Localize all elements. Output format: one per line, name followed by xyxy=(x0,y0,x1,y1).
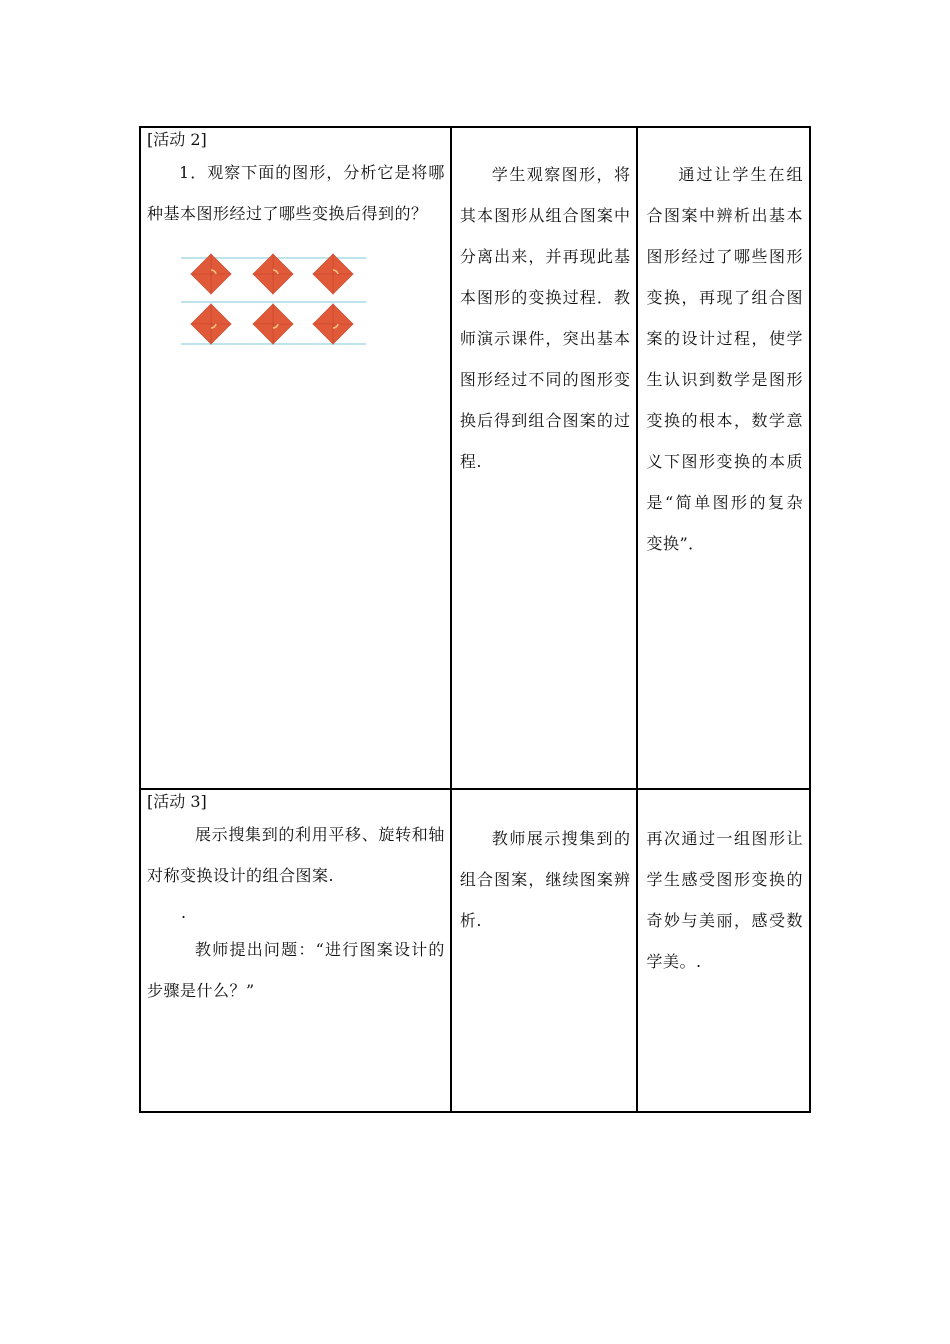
activity2-heading: [活动 2] xyxy=(147,130,207,149)
pinwheel-blade xyxy=(211,304,231,324)
activity3-student-activity: 教师展示搜集到的组合图案，继续图案辨析. xyxy=(459,829,631,930)
activity3-design-intent: 再次通过一组图形让学生感受图形变换的奇妙与美丽，感受数学美。. xyxy=(646,829,803,971)
activity2-question: 1．观察下面的图形，分析它是将哪种基本图形经过了哪些变换后得到的？ xyxy=(147,163,445,223)
activity3-heading: [活动 3] xyxy=(147,792,207,811)
pinwheel-blade xyxy=(211,274,231,294)
lesson-table xyxy=(139,126,811,1113)
pinwheel-pattern-figure xyxy=(181,244,445,379)
pinwheel-blade xyxy=(253,274,273,294)
activity3-student-cell xyxy=(451,789,638,1112)
activity3-dot: . xyxy=(181,903,187,922)
activity3-teacher-question: 教师提出问题：“进行图案设计的步骤是什么？” xyxy=(147,940,445,1000)
pinwheel-motif xyxy=(313,304,353,344)
pinwheel-motif xyxy=(191,304,231,344)
pinwheel-motif xyxy=(253,254,293,294)
activity2-content-cell xyxy=(140,127,451,789)
activity3-content-cell xyxy=(140,789,451,1112)
pinwheel-blade xyxy=(313,324,333,344)
pinwheel-pattern-image xyxy=(181,244,371,364)
pinwheel-blade xyxy=(273,274,293,294)
pinwheel-blade xyxy=(253,324,273,344)
pinwheel-blade xyxy=(333,274,353,294)
pinwheel-motif xyxy=(313,254,353,294)
pinwheel-blade xyxy=(191,274,211,294)
pinwheel-blade xyxy=(313,304,333,324)
activity3-intent-cell xyxy=(637,789,810,1112)
pinwheel-motif xyxy=(253,304,293,344)
activity2-row xyxy=(140,127,810,789)
activity2-design-intent: 通过让学生在组合图案中辨析出基本图形经过了哪些图形变换，再现了组合图案的设计过程，使学生认识到数学是图形变换的根本，数学意义下图形变换的本质是“简单图形的复杂变换”． xyxy=(646,165,803,553)
pinwheel-motif xyxy=(191,254,231,294)
pinwheel-blade xyxy=(313,274,333,294)
pinwheel-blade xyxy=(191,304,211,324)
pinwheel-blade xyxy=(273,304,293,324)
activity2-intent-cell xyxy=(637,127,810,789)
pinwheel-blade xyxy=(191,324,211,344)
activity3-row xyxy=(140,789,810,1112)
activity3-task: 展示搜集到的利用平移、旋转和轴对称变换设计的组合图案. xyxy=(147,825,445,885)
activity2-student-cell xyxy=(451,127,638,789)
pinwheel-blade xyxy=(333,304,353,324)
pinwheel-blade xyxy=(253,304,273,324)
activity2-student-activity: 学生观察图形，将其本图形从组合图案中分离出来，并再现此基本图形的变换过程．教师演示课件，突出基本图形经过不同的图形变换后得到组合图案的过程. xyxy=(459,165,631,471)
